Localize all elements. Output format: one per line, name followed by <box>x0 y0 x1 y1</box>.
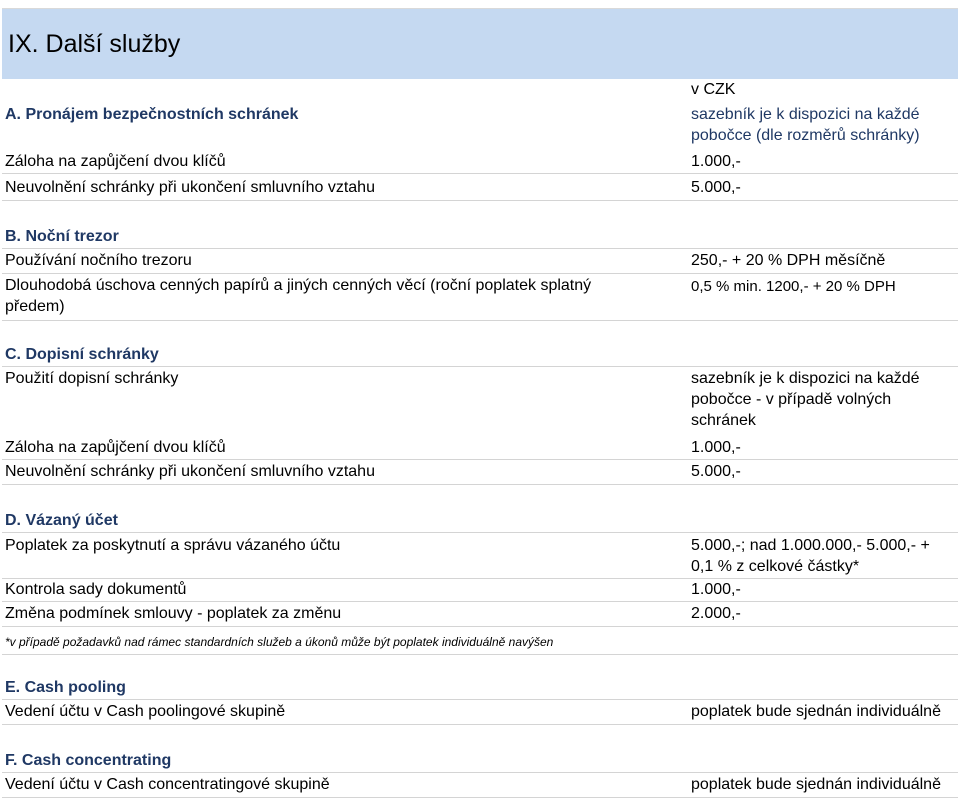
row-divider <box>2 273 958 274</box>
row-divider <box>2 173 958 174</box>
section-f-row-label: Vedení účtu v Cash concentratingové skupině <box>5 776 330 793</box>
row-divider <box>2 320 958 321</box>
section-d-row-value: 5.000,-; nad 1.000.000,- 5.000,- + 0,1 % z celkové částky* <box>691 537 930 575</box>
row-divider <box>2 654 958 655</box>
row-divider <box>2 626 958 627</box>
row-divider <box>2 459 958 460</box>
section-d-footnote: *v případě požadavků nad rámec standardních služeb a úkonů může být poplatek individuálně navýšen <box>5 635 554 649</box>
section-d-row-label: Kontrola sady dokumentů <box>5 581 187 598</box>
section-f-heading: F. Cash concentrating <box>5 752 172 769</box>
section-a-row-label: Záloha na zapůjčení dvou klíčů <box>5 153 226 170</box>
section-b-row-label: Používání nočního trezoru <box>5 252 192 269</box>
section-f-row-value: poplatek bude sjednán individuálně <box>691 776 941 793</box>
section-a-heading: A. Pronájem bezpečnostních schránek <box>5 106 299 123</box>
section-e-row-label: Vedení účtu v Cash poolingové skupině <box>5 703 286 720</box>
row-divider <box>2 200 958 201</box>
section-b-heading: B. Noční trezor <box>5 228 119 245</box>
section-c-heading: C. Dopisní schránky <box>5 346 159 363</box>
section-b-row-label: Dlouhodobá úschova cenných papírů a jiných cenných věcí (roční poplatek splatný předem) <box>5 277 592 315</box>
row-divider <box>2 532 958 533</box>
section-c-row-label: Použití dopisní schránky <box>5 370 179 387</box>
section-c-row-label: Neuvolnění schránky při ukončení smluvního vztahu <box>5 463 375 480</box>
section-d-row-value: 2.000,- <box>691 605 741 622</box>
row-divider <box>2 699 958 700</box>
section-d-heading: D. Vázaný účet <box>5 512 118 529</box>
section-e-heading: E. Cash pooling <box>5 679 126 696</box>
section-a-row-value: 5.000,- <box>691 179 741 196</box>
row-divider <box>2 724 958 725</box>
page-header <box>2 8 958 79</box>
row-divider <box>2 248 958 249</box>
row-divider <box>2 772 958 773</box>
section-d-row-label: Poplatek za poskytnutí a správu vázaného účtu <box>5 537 341 554</box>
section-a-row-value: 1.000,- <box>691 153 741 170</box>
row-divider <box>2 601 958 602</box>
section-c-row-value: 1.000,- <box>691 439 741 456</box>
row-divider <box>2 797 958 798</box>
section-e-row-value: poplatek bude sjednán individuálně <box>691 703 941 720</box>
section-b-row-value: 250,- + 20 % DPH měsíčně <box>691 252 886 269</box>
page-title: IX. Další služby <box>8 30 181 58</box>
row-divider <box>2 484 958 485</box>
section-c-row-value: sazebník je k dispozici na každé pobočce - v případě volných schránek <box>691 370 920 429</box>
section-d-row-value: 1.000,- <box>691 581 741 598</box>
section-d-row-label: Změna podmínek smlouvy - poplatek za změnu <box>5 605 342 622</box>
currency-label: v CZK <box>691 81 736 98</box>
section-a-row-label: Neuvolnění schránky při ukončení smluvního vztahu <box>5 179 375 196</box>
row-divider <box>2 366 958 367</box>
section-b-row-value: 0,5 % min. 1200,- + 20 % DPH <box>691 278 896 295</box>
section-c-row-label: Záloha na zapůjčení dvou klíčů <box>5 439 226 456</box>
section-a-heading-value: sazebník je k dispozici na každé pobočce (dle rozměrů schránky) <box>691 106 920 144</box>
section-c-row-value: 5.000,- <box>691 463 741 480</box>
